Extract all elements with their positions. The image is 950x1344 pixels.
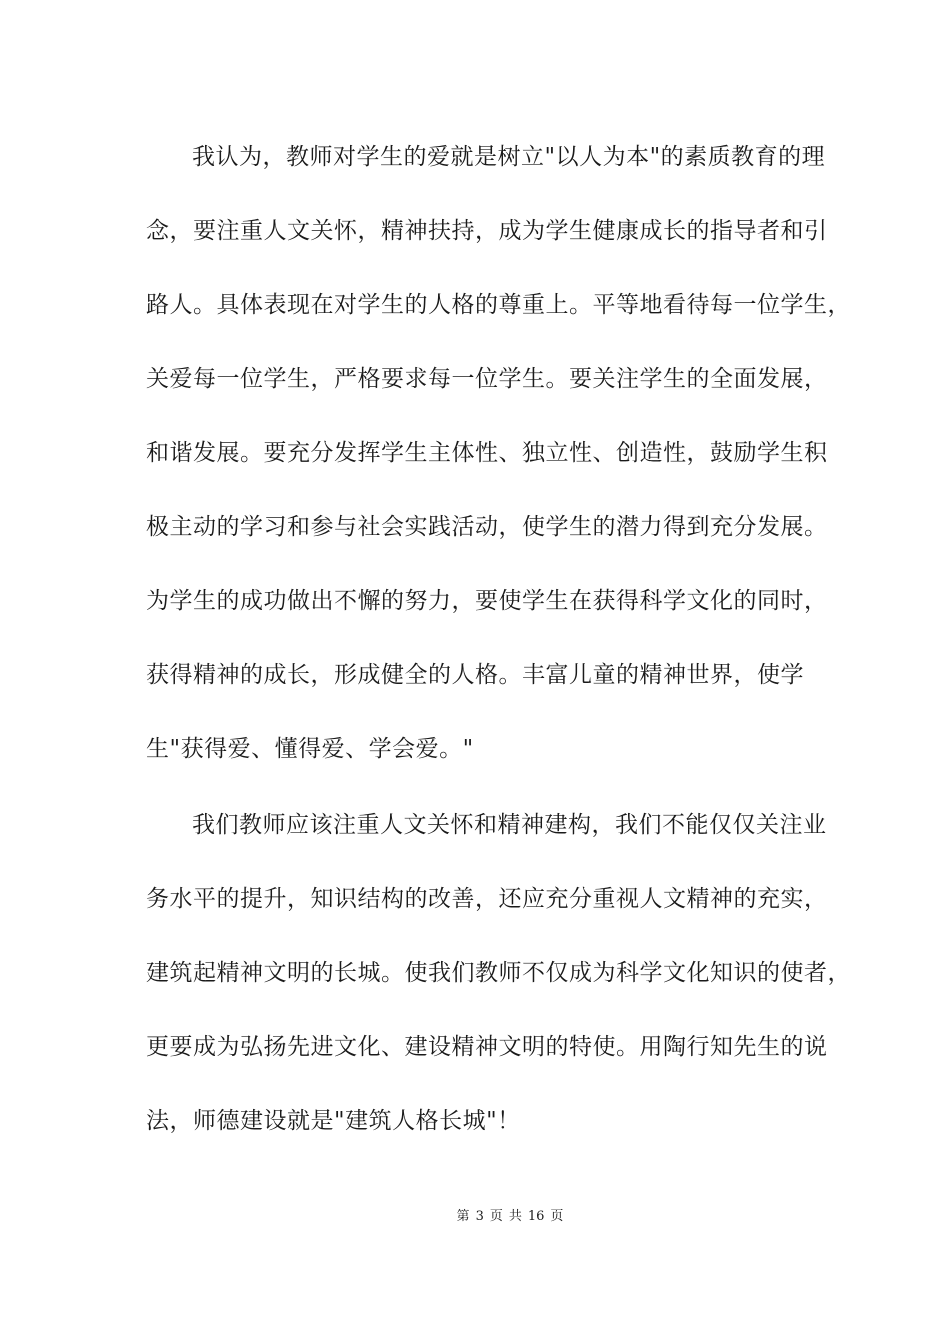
footer-current-page: 3 <box>475 1209 484 1224</box>
page-footer <box>0 1208 950 1226</box>
footer-prefix: 第 <box>456 1209 470 1224</box>
paragraph-1-line-5: 和谐发展。要充分发挥学生主体性、独立性、创造性，鼓励学生积 <box>146 440 828 466</box>
paragraph-1-line-3: 路人。具体表现在对学生的人格的尊重上。平等地看待每一位学生， <box>146 292 851 318</box>
footer-page-unit: 页 <box>489 1209 503 1224</box>
paragraph-1-line-6: 极主动的学习和参与社会实践活动，使学生的潜力得到充分发展。 <box>146 514 828 540</box>
footer-total-pages: 16 <box>527 1209 545 1224</box>
paragraph-1-line-4: 关爱每一位学生，严格要求每一位学生。要关注学生的全面发展， <box>146 366 828 392</box>
footer-suffix: 页 <box>550 1209 564 1224</box>
paragraph-1-line-8: 获得精神的成长，形成健全的人格。丰富儿童的精神世界，使学 <box>146 662 804 688</box>
paragraph-2-line-4: 更要成为弘扬先进文化、建设精神文明的特使。用陶行知先生的说 <box>146 1034 828 1060</box>
paragraph-2-line-3: 建筑起精神文明的长城。使我们教师不仅成为科学文化知识的使者， <box>146 960 851 986</box>
paragraph-2-line-5: 法，师德建设就是"建筑人格长城"！ <box>146 1108 521 1134</box>
paragraph-1-line-7: 为学生的成功做出不懈的努力，要使学生在获得科学文化的同时， <box>146 588 828 614</box>
paragraph-2-line-1: 我们教师应该注重人文关怀和精神建构，我们不能仅仅关注业 <box>192 812 827 838</box>
footer-total-prefix: 共 <box>508 1209 522 1224</box>
paragraph-1-line-1: 我认为，教师对学生的爱就是树立"以人为本"的素质教育的理 <box>192 144 826 170</box>
paragraph-1-line-2: 念，要注重人文关怀，精神扶持，成为学生健康成长的指导者和引 <box>146 218 828 244</box>
paragraph-1-line-9: 生"获得爱、懂得爱、学会爱。" <box>146 736 474 762</box>
paragraph-2-line-2: 务水平的提升，知识结构的改善，还应充分重视人文精神的充实， <box>146 886 828 912</box>
